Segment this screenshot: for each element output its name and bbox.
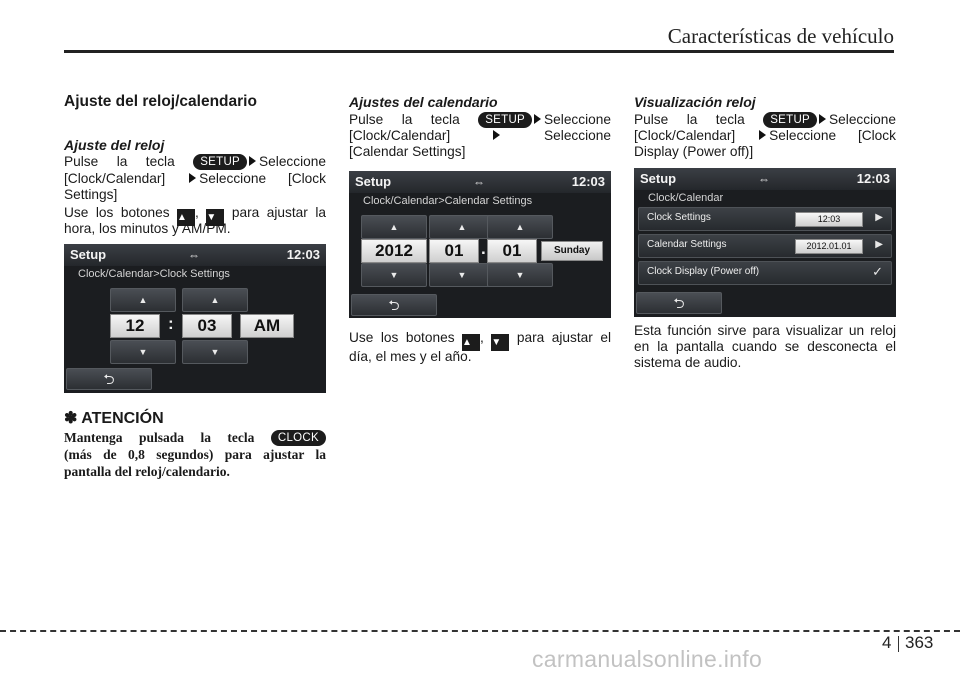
month-up-button[interactable]: ▲ <box>429 215 495 239</box>
arrow-right-icon <box>534 114 541 124</box>
text-seleccione: Seleccione <box>259 154 326 169</box>
chapter-header-title: Características de vehículo <box>667 24 894 48</box>
month-value: 01 <box>429 239 479 263</box>
menu-row-value: 2012.01.01 <box>795 239 863 254</box>
screen-time: 12:03 <box>856 171 890 186</box>
calendar-settings-screen <box>349 171 611 318</box>
text-para-ajustar: para ajustar el <box>516 330 611 345</box>
desc-line2: en la pantalla cuando se desconecta el <box>634 339 896 354</box>
year-value: 2012 <box>361 239 427 263</box>
screen-time: 12:03 <box>286 247 320 262</box>
menu-row-clock-display[interactable] <box>638 261 892 285</box>
down-arrow-key-icon: ▼ <box>206 209 224 226</box>
text-pulse: Pulse la tecla <box>64 154 175 169</box>
menu-row-label: Calendar Settings <box>647 239 727 250</box>
year-down-button[interactable]: ▼ <box>361 263 427 287</box>
screen-breadcrumb: Clock/Calendar <box>648 192 724 204</box>
menu-row-label: Clock Display (Power off) <box>647 266 760 277</box>
usb-icon: ⇔ <box>188 248 200 262</box>
display-subtitle: Visualización reloj <box>634 94 756 110</box>
date-dot: . <box>481 239 486 258</box>
setup-key: SETUP <box>478 112 532 128</box>
text-seleccione: Seleccione <box>829 112 896 127</box>
page-separator <box>898 636 899 652</box>
menu-row-calendar-settings[interactable] <box>638 234 892 258</box>
watermark: carmanualsonline.info <box>532 646 763 672</box>
page-number: 363 <box>905 633 934 652</box>
attention-title: ✽ ATENCIÓN <box>64 410 164 427</box>
minute-up-button[interactable]: ▲ <box>182 288 248 312</box>
text-para-ajustar: para ajustar la <box>231 205 326 220</box>
clock-calendar-menu-screen <box>634 168 896 317</box>
year-up-button[interactable]: ▲ <box>361 215 427 239</box>
hour-up-button[interactable]: ▲ <box>110 288 176 312</box>
text-comma: , <box>195 205 199 220</box>
usb-icon: ⇔ <box>758 172 770 186</box>
checkmark-icon: ✓ <box>872 264 883 279</box>
calendar-subtitle: Ajustes del calendario <box>349 94 498 110</box>
section-title: Ajuste del reloj/calendario <box>64 93 257 110</box>
attention-line2: (más de 0,8 segundos) para ajustar la <box>64 447 326 462</box>
page-chapter: 4 <box>882 633 892 652</box>
text-seleccione-clock: Seleccione [Clock <box>199 171 326 186</box>
left-hora-line: hora, los minutos y AM/PM. <box>64 221 231 236</box>
clock-subtitle: Ajuste del reloj <box>64 137 165 153</box>
screen-breadcrumb: Clock/Calendar>Clock Settings <box>78 268 230 280</box>
usb-icon: ⇔ <box>473 175 485 189</box>
text-use-botones: Use los botones <box>64 205 170 220</box>
screen-breadcrumb: Clock/Calendar>Calendar Settings <box>363 195 533 207</box>
left-instruction-line2 <box>64 171 326 187</box>
desc-line1: Esta función sirve para visualizar un reloj <box>634 323 896 338</box>
month-down-button[interactable]: ▼ <box>429 263 495 287</box>
text-clock-calendar: [Clock/Calendar] <box>64 171 166 186</box>
middle-dia-line: día, el mes y el año. <box>349 349 472 364</box>
chevron-right-icon: ▶ <box>875 212 883 223</box>
right-instruction-line3: Display (Power off)] <box>634 144 754 159</box>
screen-title: Setup <box>640 171 677 186</box>
ampm-value[interactable]: AM <box>240 314 294 338</box>
text-seleccione: Seleccione <box>544 128 611 143</box>
desc-line3: sistema de audio. <box>634 355 742 370</box>
screen-title: Setup <box>355 174 392 189</box>
screen-time: 12:03 <box>571 174 605 189</box>
day-value: 01 <box>487 239 537 263</box>
middle-instruction-line2 <box>349 128 611 144</box>
text-seleccione-clock: Seleccione [Clock <box>769 128 896 143</box>
left-instruction-line3: Settings] <box>64 187 118 202</box>
right-instruction-line2 <box>634 128 896 144</box>
chevron-right-icon: ▶ <box>875 239 883 250</box>
middle-buttons-line <box>349 329 611 351</box>
up-arrow-key-icon: ▲ <box>177 209 195 226</box>
arrow-right-icon <box>759 130 766 140</box>
minute-value: 03 <box>182 314 232 338</box>
arrow-right-icon <box>249 156 256 166</box>
clock-key: CLOCK <box>271 430 326 446</box>
text-clock-calendar: [Clock/Calendar] <box>634 128 736 143</box>
text-clock-calendar: [Clock/Calendar] <box>349 128 451 143</box>
screen-title: Setup <box>70 247 107 262</box>
text-comma: , <box>480 330 484 345</box>
menu-row-value: 12:03 <box>795 212 863 227</box>
text-seleccione: Seleccione <box>544 112 611 127</box>
left-instruction-line1 <box>64 154 326 170</box>
setup-key: SETUP <box>763 112 817 128</box>
attention-line3: pantalla del reloj/calendario. <box>64 464 230 479</box>
arrow-right-icon <box>189 173 196 183</box>
menu-row-clock-settings[interactable] <box>638 207 892 231</box>
menu-row-label: Clock Settings <box>647 212 711 223</box>
arrow-right-icon <box>819 114 826 124</box>
header-rule <box>64 50 894 53</box>
clock-settings-screen <box>64 244 326 393</box>
attention-line1 <box>64 429 326 446</box>
minute-down-button[interactable]: ▼ <box>182 340 248 364</box>
setup-key: SETUP <box>193 154 247 170</box>
middle-instruction-line3: [Calendar Settings] <box>349 144 466 159</box>
back-button[interactable]: ⮌ <box>636 292 722 314</box>
arrow-right-icon <box>493 130 500 140</box>
back-button[interactable]: ⮌ <box>66 368 152 390</box>
right-description <box>634 323 896 371</box>
middle-instruction-line1 <box>349 112 611 128</box>
text-pulse: Pulse la tecla <box>349 112 460 127</box>
day-up-button[interactable]: ▲ <box>487 215 553 239</box>
time-colon: : <box>168 314 174 333</box>
down-arrow-key-icon: ▼ <box>491 334 509 351</box>
weekday-value: Sunday <box>541 241 603 261</box>
right-instruction-line1 <box>634 112 896 128</box>
text-use-botones: Use los botones <box>349 330 455 345</box>
day-down-button[interactable]: ▼ <box>487 263 553 287</box>
attention-line1-text: Mantenga pulsada la tecla <box>64 430 255 445</box>
back-button[interactable]: ⮌ <box>351 294 437 316</box>
footer-rule <box>0 630 960 632</box>
up-arrow-key-icon: ▲ <box>462 334 480 351</box>
hour-down-button[interactable]: ▼ <box>110 340 176 364</box>
text-pulse: Pulse la tecla <box>634 112 745 127</box>
hour-value: 12 <box>110 314 160 338</box>
